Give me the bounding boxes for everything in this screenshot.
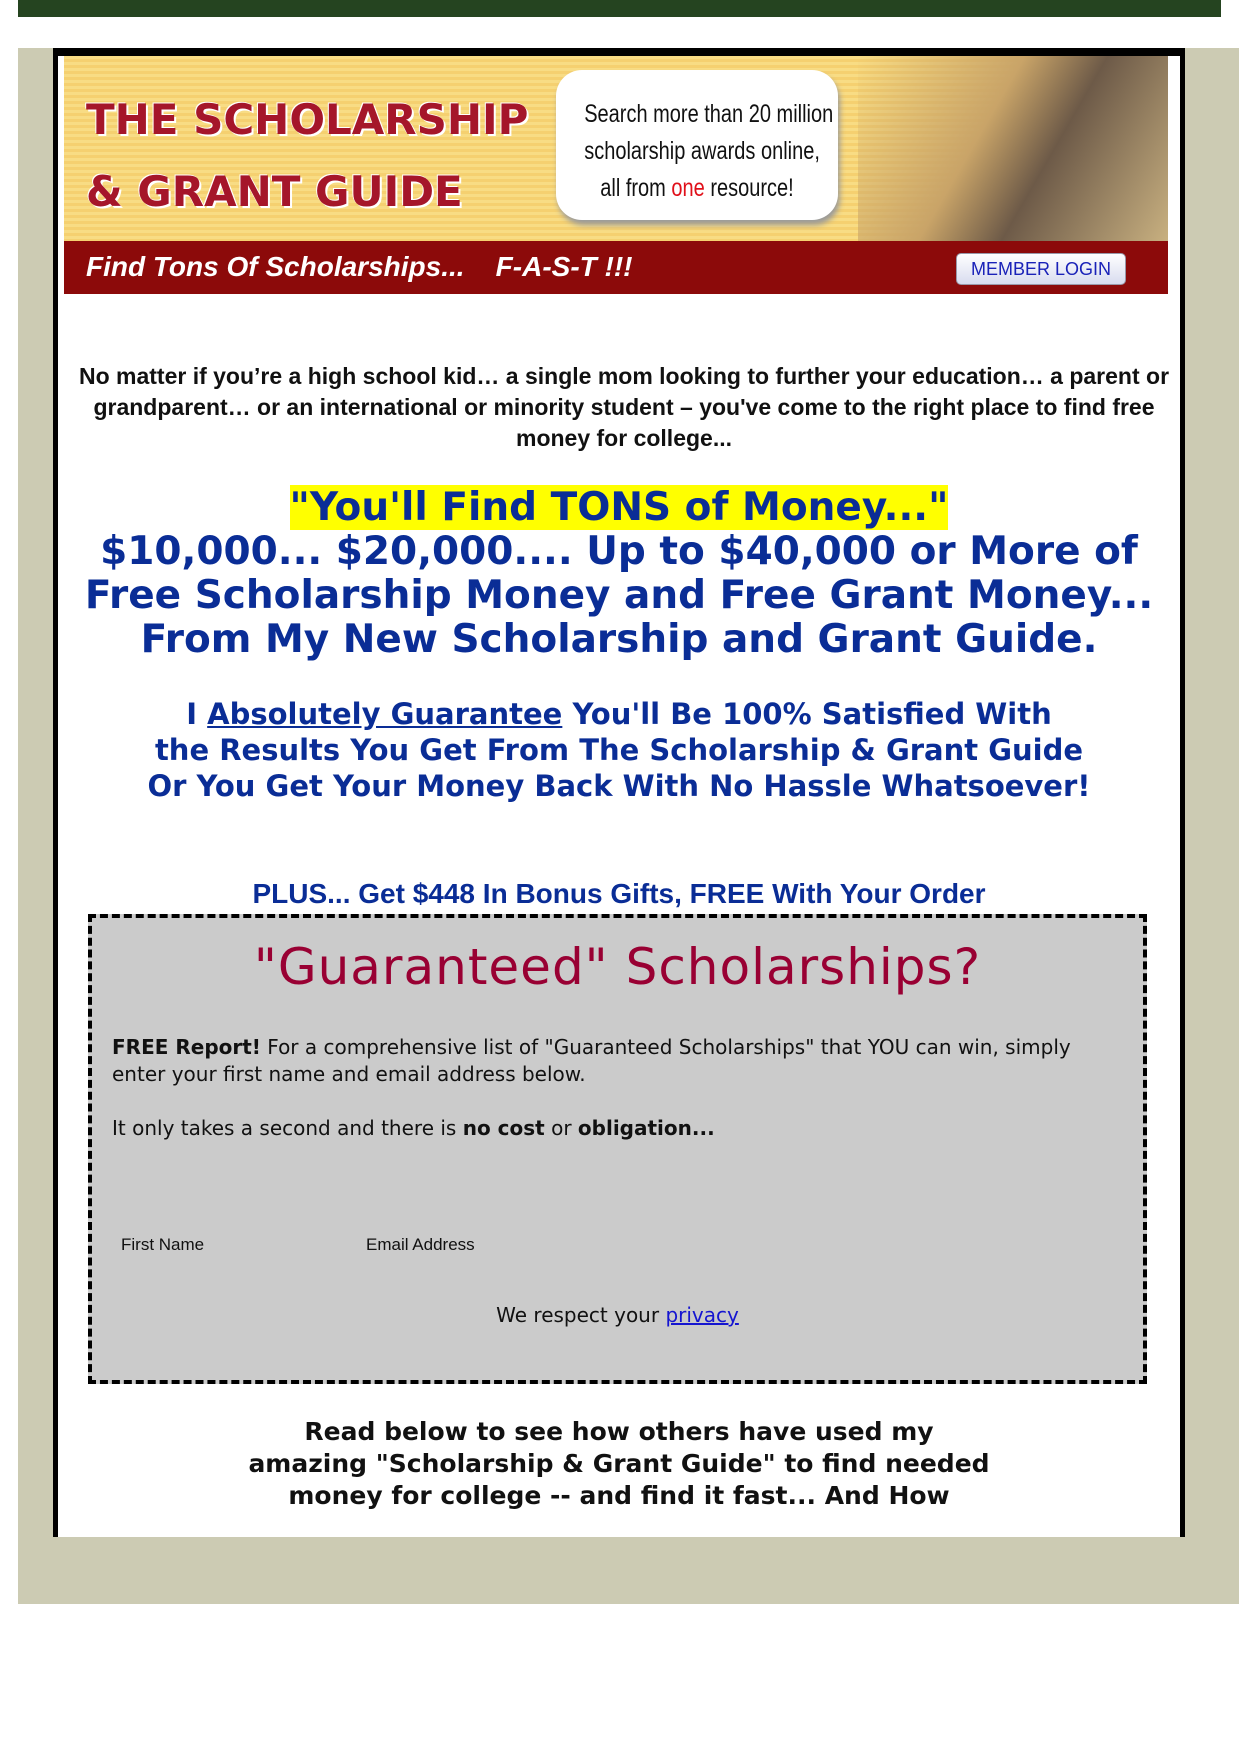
emphasis: one	[671, 174, 705, 202]
cost-text	[112, 1115, 1123, 1142]
read-below-text	[58, 1416, 1180, 1512]
read-below-line: Read below to see how others have used my	[304, 1417, 934, 1446]
member-login-button[interactable]: MEMBER LOGIN	[956, 253, 1126, 285]
read-below-line: amazing "Scholarship & Grant Guide" to find needed	[248, 1449, 990, 1478]
bold-text: FREE Report!	[112, 1035, 261, 1059]
email-label: Email Address	[366, 1235, 475, 1254]
optin-title: "Guaranteed" Scholarships?	[253, 938, 982, 996]
graduates-photo	[858, 56, 1168, 241]
first-name-label: First Name	[121, 1235, 205, 1254]
tagline-bar	[64, 241, 1168, 294]
text: or	[544, 1116, 578, 1140]
text: all from	[600, 174, 672, 202]
search-bubble	[556, 70, 838, 220]
guarantee-line: the Results You Get From The Scholarship & Grant Guide	[154, 733, 1084, 767]
logo-line-1: THE SCHOLARSHIP	[86, 95, 529, 144]
read-below-line: money for college -- and find it fast... And How	[288, 1481, 950, 1510]
free-report-text	[112, 1034, 1123, 1088]
bubble-line: Search more than 20 million	[584, 100, 834, 128]
content-panel	[53, 48, 1185, 1537]
main-headline	[58, 486, 1180, 662]
headline-line: From My New Scholarship and Grant Guide.	[140, 617, 1098, 662]
text: It only takes a second and there is	[112, 1116, 463, 1140]
text: For a comprehensive list of "Guaranteed Scholarships" that YOU can win, simply enter your first name and email address below.	[112, 1035, 1071, 1086]
privacy-link[interactable]: privacy	[665, 1303, 739, 1327]
text: You'll Be 100% Satisfied With	[562, 697, 1052, 731]
bubble-line: scholarship awards online,	[584, 137, 820, 165]
logo	[86, 84, 528, 228]
text: resource!	[704, 174, 794, 202]
underlined-text: Absolutely Guarantee	[207, 697, 563, 731]
bold-text: obligation...	[577, 1116, 715, 1140]
tagline: Find Tons Of Scholarships... F-A-S-T !!!	[86, 251, 633, 282]
guarantee-text	[58, 696, 1180, 804]
header-banner	[64, 56, 1168, 294]
text: I	[186, 697, 208, 731]
bold-text: no cost	[462, 1116, 545, 1140]
bonus-text: PLUS... Get $448 In Bonus Gifts, FREE With Your Order	[252, 878, 986, 909]
text: We respect your	[496, 1303, 666, 1327]
intro-text: No matter if you’re a high school kid… a single mom looking to further your education… a parent or grandparent… or an international or minority student – you've come to the right place to find free money for college...	[78, 363, 1170, 451]
headline-line: Free Scholarship Money and Free Grant Money...	[84, 573, 1154, 618]
logo-line-2: & GRANT GUIDE	[86, 167, 463, 216]
privacy-note	[92, 1303, 1143, 1327]
guarantee-line: Or You Get Your Money Back With No Hassle Whatsoever!	[147, 769, 1091, 803]
highlighted-headline: "You'll Find TONS of Money..."	[289, 485, 949, 530]
optin-box	[88, 914, 1147, 1384]
bubble-line-3	[584, 170, 810, 207]
top-bar	[18, 0, 1221, 17]
headline-line: $10,000... $20,000.... Up to $40,000 or More of	[100, 529, 1138, 574]
